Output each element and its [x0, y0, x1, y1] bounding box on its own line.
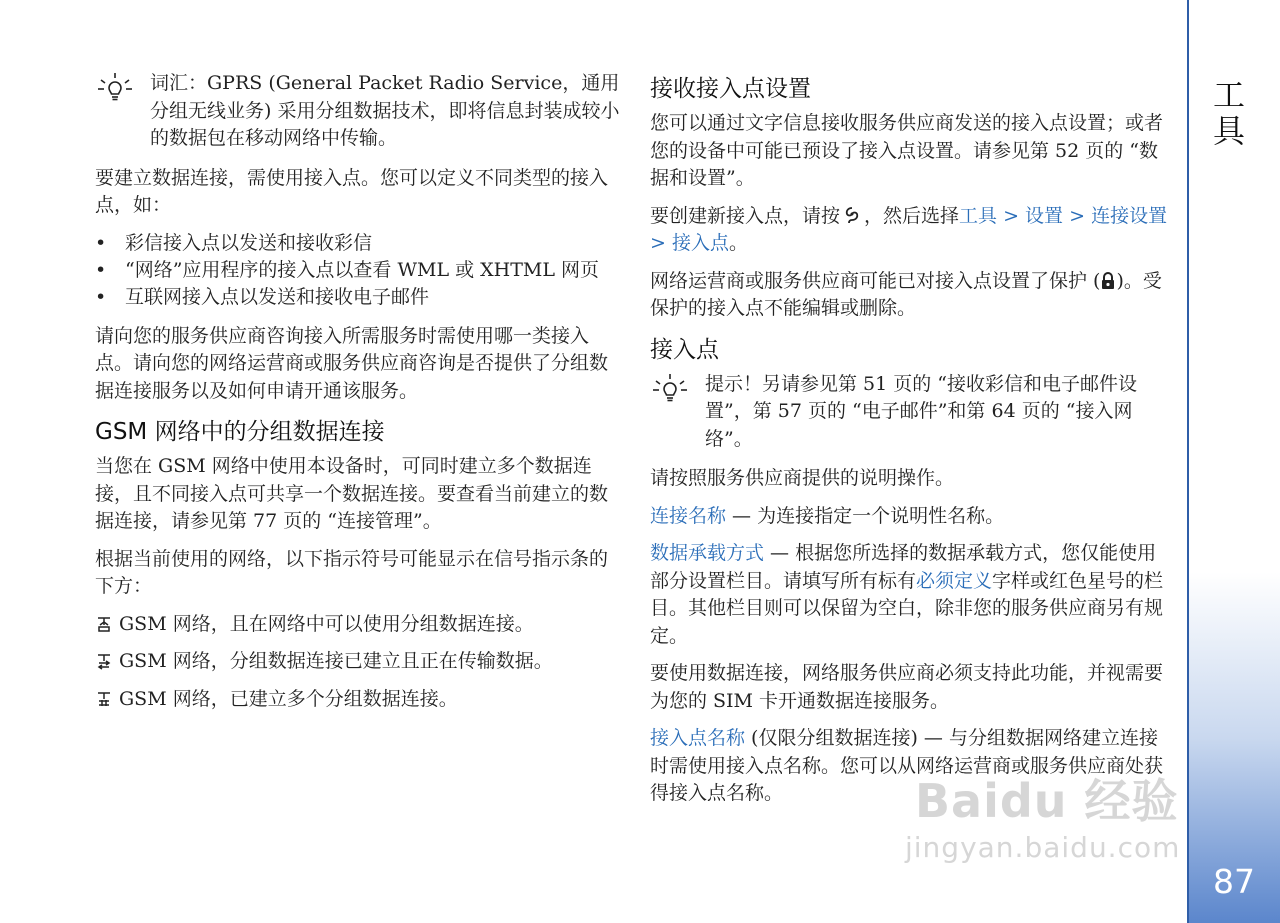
- intro-paragraph: 要建立数据连接，需使用接入点。您可以定义不同类型的接入点，如：: [95, 166, 609, 216]
- connection-name-label: 连接名称: [650, 504, 727, 527]
- access-point-heading: 接入点: [650, 336, 719, 363]
- create-ap-paragraph: 要创建新接入点，请按 ，然后选择工具 > 设置 > 连接设置 > 接入点。: [650, 204, 1168, 254]
- link-settings[interactable]: 设置: [1025, 204, 1064, 227]
- must-be-defined-label: 必须定义: [916, 569, 993, 592]
- link-connection-settings[interactable]: 连接设置: [1091, 204, 1168, 227]
- indicator-intro: 根据当前使用的网络，以下指示符号可能显示在信号指示条的下方：: [95, 547, 609, 597]
- right-column: [650, 70, 1172, 818]
- hint-label: 提示！: [705, 372, 763, 395]
- gsm-paragraph: 当您在 GSM 网络中使用本设备时，可同时建立多个数据连接，且不同接入点可共享一个数据连接。要查看当前建立的数据连接，请参见第 77 页的 “连接管理”。: [95, 455, 609, 532]
- menu-key-icon: [844, 206, 860, 226]
- lightbulb-tip-icon: [650, 373, 690, 403]
- receive-settings-paragraph: 您可以通过文字信息接收服务供应商发送的接入点设置；或者您的设备中可能已预设了接入点设置。请参见第 52 页的 “数据和设置”。: [650, 112, 1164, 189]
- gsm-section-heading: GSM 网络中的分组数据连接: [95, 419, 385, 445]
- watermark: [905, 765, 1185, 875]
- page-number: 87: [1213, 862, 1255, 901]
- hint-tip: [650, 371, 1172, 454]
- glossary-tip-text: 词汇：GPRS (General Packet Radio Service，通用分组无线业务) 采用分组数据技术，即将信息封装成较小的数据包在移动网络中传输。: [150, 72, 620, 149]
- apn-label: 接入点名称: [650, 727, 746, 749]
- list-item: • “网络”应用程序的接入点以查看 WML 或 XHTML 网页: [95, 258, 600, 281]
- list-item: • 互联网接入点以发送和接收电子邮件: [95, 285, 430, 308]
- lock-icon: [1100, 272, 1116, 290]
- protected-ap-paragraph: 网络运营商或服务供应商可能已对接入点设置了保护 ( )。受保护的接入点不能编辑或删除。: [650, 269, 1162, 319]
- watermark-logo: Baidu 经验: [915, 774, 1179, 828]
- indicator-multiple: GSM 网络，已建立多个分组数据连接。: [95, 686, 620, 714]
- access-point-types-list: [95, 230, 620, 311]
- chapter-label: 工具: [1208, 78, 1246, 150]
- indicator-available: GSM 网络，且在网络中可以使用分组数据连接。: [95, 611, 620, 639]
- follow-instructions: 请按照服务供应商提供的说明操作。: [650, 467, 955, 489]
- link-tools[interactable]: 工具: [959, 204, 998, 227]
- gprs-available-icon: [95, 615, 113, 633]
- bearer-item: 数据承载方式 — 根据您所选择的数据承载方式，您仅能使用部分设置栏目。请填写所有标有必须定义字样或红色星号的栏目。其他栏目则可以保留为空白，除非您的服务供应商另有规定。: [650, 542, 1164, 647]
- gprs-multiple-icon: [95, 690, 113, 708]
- sim-service-paragraph: 要使用数据连接，网络服务供应商必须支持此功能，并视需要为您的 SIM 卡开通数据连接服务。: [650, 662, 1164, 712]
- list-item: • 彩信接入点以发送和接收彩信: [95, 231, 373, 254]
- glossary-tip: [95, 70, 620, 153]
- left-column: [95, 70, 620, 723]
- apn-item: 接入点名称 (仅限分组数据连接) — 与分组数据网络建立连接时需使用接入点名称。您可以从网络运营商或服务供应商处获得接入点名称。: [650, 727, 1164, 804]
- hint-text: 另请参见第 51 页的 “接收彩信和电子邮件设置”，第 57 页的 “电子邮件”和第 64 页的 “接入网络”。: [705, 372, 1138, 450]
- watermark-url: jingyan.baidu.com: [905, 831, 1181, 864]
- gprs-active-icon: [95, 652, 113, 670]
- bearer-label: 数据承载方式: [650, 542, 765, 564]
- connection-name-item: 连接名称 — 为连接指定一个说明性名称。: [650, 504, 1005, 527]
- lightbulb-tip-icon: [95, 72, 135, 102]
- consult-paragraph: 请向您的服务供应商咨询接入所需服务时需使用哪一类接入点。请向您的网络运营商或服务供应商咨询是否提供了分组数据连接服务以及如何申请开通该服务。: [95, 324, 609, 402]
- link-access-points[interactable]: 接入点: [671, 232, 729, 254]
- receive-settings-heading: 接收接入点设置: [650, 76, 811, 102]
- indicator-active: GSM 网络，分组数据连接已建立且正在传输数据。: [95, 648, 620, 676]
